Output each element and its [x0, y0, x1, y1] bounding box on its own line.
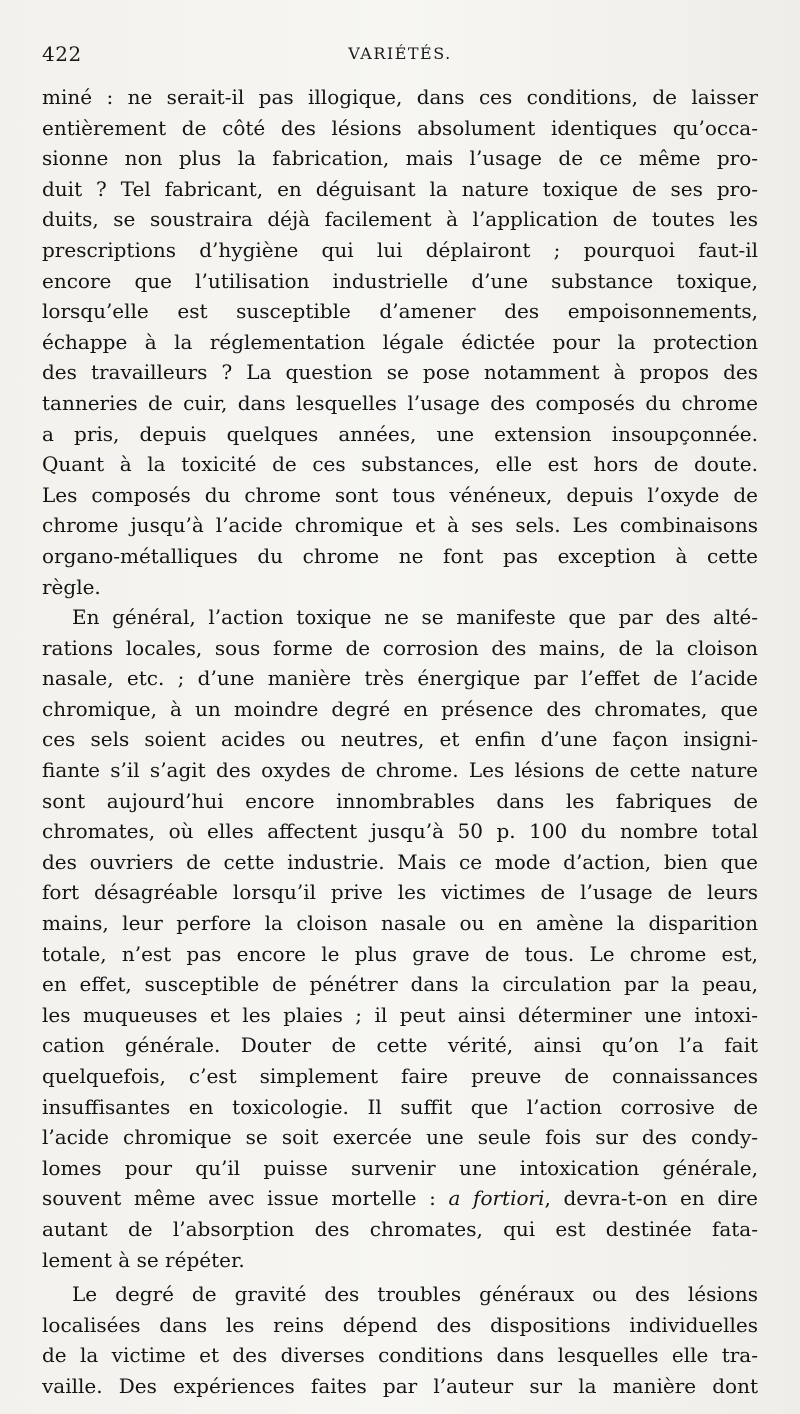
- text-line: en effet, susceptible de pénétrer dans la circulation par la peau,: [42, 972, 758, 997]
- text-line: fiante s’il s’agit des oxydes de chrome. Les lésions de cette nature: [42, 758, 758, 783]
- text-line: mains, leur perfore la cloison nasale ou en amène la disparition: [42, 911, 758, 936]
- page-number: 422: [42, 42, 82, 66]
- text-line: échappe à la réglementation légale édictée pour la protection: [42, 329, 758, 354]
- text-line: ces sels soient acides ou neutres, et enfin d’une façon insigni-: [42, 727, 758, 752]
- text-line: entièrement de côté des lésions absolument identiques qu’occa-: [42, 115, 758, 140]
- paragraph-start-line: En général, l’action toxique ne se manifeste que par des alté-: [72, 605, 758, 630]
- text-segment: , devra-t-on en dire: [544, 1186, 758, 1211]
- text-line: duit ? Tel fabricant, en déguisant la nature toxique de ses pro-: [42, 176, 758, 201]
- text-line: a pris, depuis quelques années, une extension insoupçonnée.: [42, 421, 758, 446]
- italic-phrase: a fortiori: [448, 1186, 545, 1211]
- text-line: miné : ne serait-il pas illogique, dans ces conditions, de laisser: [42, 85, 758, 109]
- text-line: Les composés du chrome sont tous vénéneux, depuis l’oxyde de: [42, 482, 758, 507]
- body-text: [42, 82, 758, 1402]
- text-line: chrome jusqu’à l’acide chromique et à ses sels. Les combinaisons: [42, 513, 758, 538]
- text-line: rations locales, sous forme de corrosion des mains, de la cloison: [42, 635, 758, 660]
- running-head: [42, 40, 758, 70]
- text-line: lorsqu’elle est susceptible d’amener des empoisonnements,: [42, 299, 758, 324]
- text-segment: souvent même avec issue mortelle :: [42, 1186, 436, 1211]
- text-line: vaille. Des expériences faites par l’auteur sur la manière dont: [42, 1373, 758, 1398]
- text-line: encore que l’utilisation industrielle d’une substance toxique,: [42, 268, 758, 293]
- text-line: sionne non plus la fabrication, mais l’usage de ce même pro-: [42, 146, 758, 171]
- text-line: organo-métalliques du chrome ne font pas exception à cette: [42, 543, 758, 568]
- text-line: duits, se soustraira déjà facilement à l’application de toutes les: [42, 207, 758, 232]
- paragraph-start-line: Le degré de gravité des troubles généraux ou des lésions: [72, 1282, 758, 1307]
- text-line: quelquefois, c’est simplement faire preuve de connaissances: [42, 1064, 758, 1088]
- text-line: chromique, à un moindre degré en présence des chromates, que: [42, 696, 758, 721]
- text-line-with-italic: [42, 1183, 758, 1214]
- text-line: de la victime et des diverses conditions dans lesquelles elle tra-: [42, 1343, 758, 1368]
- text-line: des travailleurs ? La question se pose notamment à propos des: [42, 360, 758, 385]
- text-line: prescriptions d’hygiène qui lui déplairont ; pourquoi faut-il: [42, 237, 758, 262]
- text-line: des ouvriers de cette industrie. Mais ce mode d’action, bien que: [42, 849, 758, 874]
- text-line: les muqueuses et les plaies ; il peut ainsi déterminer une intoxi-: [42, 1002, 758, 1027]
- text-line: nasale, etc. ; d’une manière très énergique par l’effet de l’acide: [42, 666, 758, 691]
- text-line: autant de l’absorption des chromates, qui est destinée fata-: [42, 1216, 758, 1241]
- text-line: lement à se répéter.: [42, 1247, 245, 1272]
- text-line: Quant à la toxicité de ces substances, elle est hors de doute.: [42, 452, 758, 477]
- text-line: lomes pour qu’il puisse survenir une intoxication générale,: [42, 1155, 758, 1180]
- text-line: localisées dans les reins dépend des dispositions individuelles: [42, 1312, 758, 1337]
- text-line: tanneries de cuir, dans lesquelles l’usage des composés du chrome: [42, 390, 758, 415]
- text-line: fort désagréable lorsqu’il prive les victimes de l’usage de leurs: [42, 880, 758, 905]
- text-line: totale, n’est pas encore le plus grave de tous. Le chrome est,: [42, 941, 758, 966]
- text-line: insuffisantes en toxicologie. Il suffit que l’action corrosive de: [42, 1094, 758, 1119]
- text-line: l’acide chromique se soit exercée une seule fois sur des condy-: [42, 1125, 758, 1150]
- text-line: cation générale. Douter de cette vérité, ainsi qu’on l’a fait: [42, 1033, 758, 1058]
- text-line: sont aujourd’hui encore innombrables dans les fabriques de: [42, 788, 758, 813]
- text-line: règle.: [42, 574, 101, 599]
- text-line: chromates, où elles affectent jusqu’à 50 p. 100 du nombre total: [42, 819, 758, 844]
- section-title: VARIÉTÉS.: [348, 44, 452, 63]
